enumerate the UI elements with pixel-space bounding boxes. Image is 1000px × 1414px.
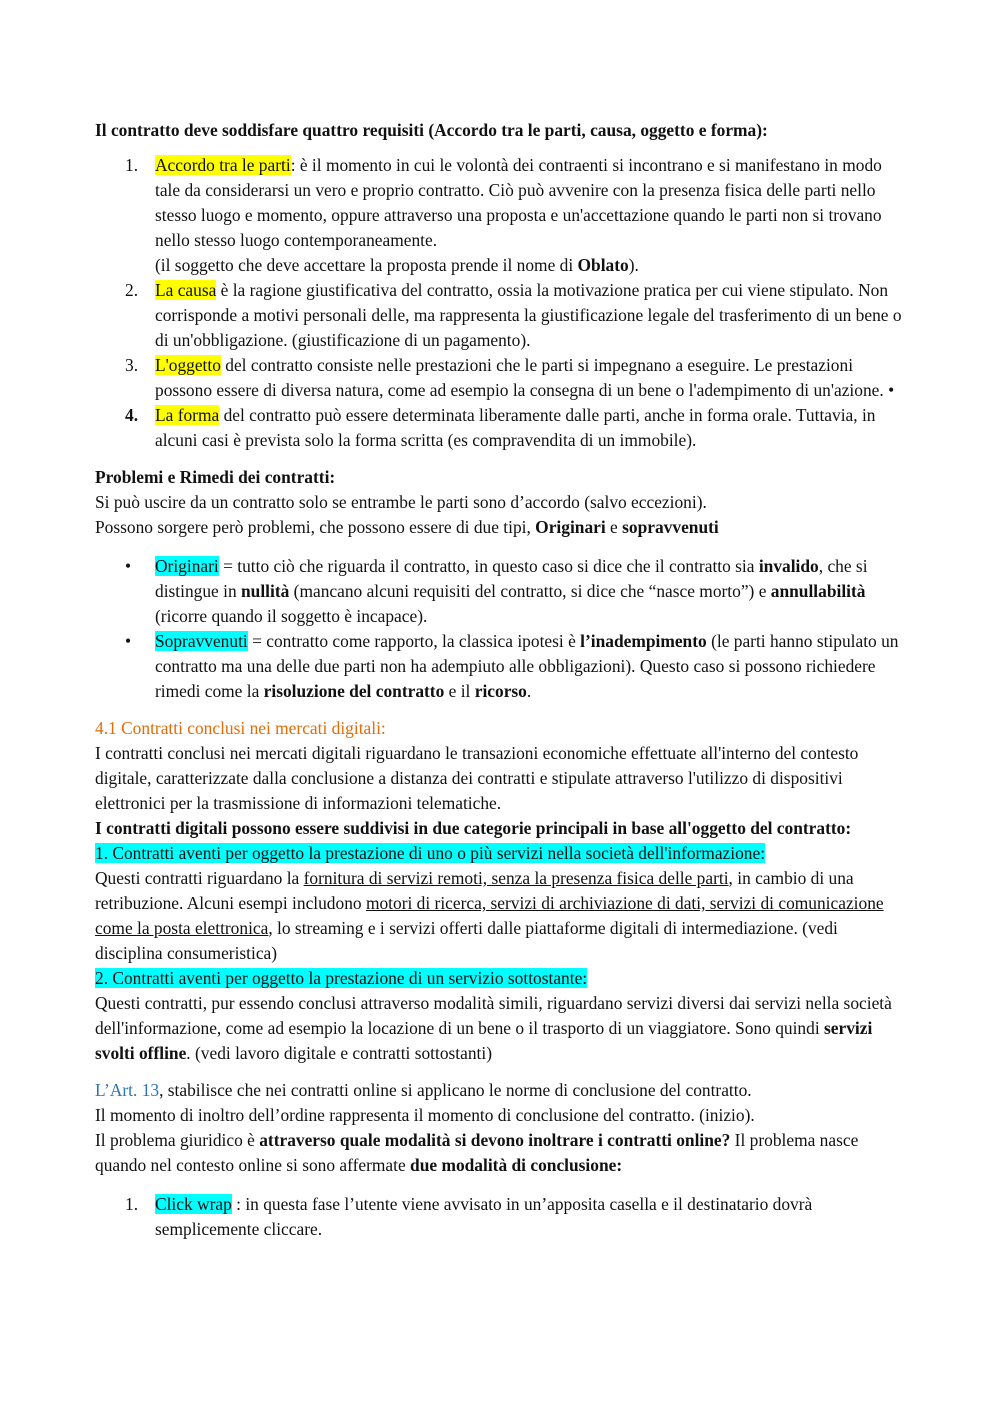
text-span: Questi contratti riguardano la (95, 868, 304, 888)
bold-span: l’inadempimento (580, 631, 707, 651)
text-span: e (605, 517, 623, 537)
text-span: (ricorre quando il soggetto è incapace). (155, 606, 428, 626)
category-heading (95, 966, 907, 991)
bold-span: risoluzione del contratto (263, 681, 445, 701)
term-highlight: Click wrap (155, 1194, 232, 1214)
text-span: Questi contratti, pur essendo conclusi attraverso modalità simili, riguardano servizi diversi dai servizi nella società dell'informazione, come ad esempio la locazione di un bene o il trasporto di un viaggiatore. Sono quindi (95, 993, 892, 1038)
paragraph: Il momento di inoltro dell’ordine rappresenta il momento di conclusione del contratto. (inizio). (95, 1105, 755, 1125)
list-item (95, 1192, 907, 1242)
bold-span: due modalità di conclusione: (410, 1155, 623, 1175)
text-span: (le parti hanno stipulato un contratto ma una delle due parti non ha adempiuto alle obbligazioni). Questo caso si possono richiedere rimedi come la (155, 631, 899, 701)
bold-span: annullabilità (770, 581, 866, 601)
item-text: del contratto può essere determinata liberamente dalle parti, anche in forma orale. Tuttavia, in alcuni casi è prevista solo la forma scritta (es compravendita di un immobile). (155, 405, 876, 450)
text-span: = tutto ciò che riguarda il contratto, in questo caso si dice che il contratto sia (218, 556, 759, 576)
category-highlight: 1. Contratti aventi per oggetto la prestazione di uno o più servizi nella società dell'informazione: (95, 843, 766, 863)
item-text: del contratto consiste nelle prestazioni che le parti si impegnano a eseguire. Le prestazioni possono essere di diversa natura, come ad esempio la consegna di un bene o l'adempimento di un'azione. • (155, 355, 895, 400)
text-span: Il problema nasce quando nel contesto online si sono affermate (95, 1130, 859, 1175)
bold-span: servizi svolti offline (95, 1018, 873, 1063)
underlined-span: fornitura di servizi remoti, senza la presenza fisica delle parti (303, 868, 729, 888)
bold-span: ricorso (474, 681, 527, 701)
text-span: (mancano alcuni requisiti del contratto, si dice che “nasce morto”) e (289, 581, 771, 601)
list-item (95, 153, 907, 278)
bullet-icon: • (125, 556, 132, 576)
term-highlight: La forma (155, 405, 220, 425)
intro-heading: Il contratto deve soddisfare quattro requisiti (Accordo tra le parti, causa, oggetto e forma): (95, 120, 768, 140)
problemi-list (95, 554, 907, 704)
problemi-heading: Problemi e Rimedi dei contratti: (95, 467, 336, 487)
term-highlight: Accordo tra le parti (155, 155, 291, 175)
problemi-line: Si può uscire da un contratto solo se entrambe le parti sono d’accordo (salvo eccezioni). (95, 492, 707, 512)
list-number: 1. (125, 155, 139, 175)
article-reference: L’Art. 13 (95, 1080, 160, 1100)
list-item (95, 554, 907, 629)
category-highlight: 2. Contratti aventi per oggetto la prestazione di un servizio sottostante: (95, 968, 588, 988)
list-number: 3. (125, 355, 139, 375)
list-item (95, 353, 907, 403)
bold-span: invalido (758, 556, 819, 576)
bold-span: attraverso quale modalità si devono inoltrare i contratti online? (259, 1130, 731, 1150)
text-span: . (vedi lavoro digitale e contratti sottostanti) (186, 1043, 493, 1063)
text-span: Possono sorgere però problemi, che possono essere di due tipi, (95, 517, 536, 537)
paragraph: I contratti conclusi nei mercati digitali riguardano le transazioni economiche effettuate all'interno del contesto digitale, caratterizzate dalla conclusione a distanza dei contratti e stipulate attraverso l'utilizzo di dispositivi elettronici per la trasmissione di informazioni telematiche. (95, 743, 859, 813)
paragraph (95, 866, 907, 966)
term-highlight: Originari (155, 556, 219, 576)
paragraph (95, 1128, 907, 1178)
paragraph (95, 1078, 907, 1103)
term-highlight: L'oggetto (155, 355, 221, 375)
underlined-span: motori di ricerca, servizi di archiviazione di dati, servizi di comunicazione come la posta elettronica (95, 893, 884, 938)
text-span: Il problema giuridico è (95, 1130, 260, 1150)
category-heading (95, 841, 907, 866)
bold-paragraph: I contratti digitali possono essere suddivisi in due categorie principali in base all'oggetto del contratto: (95, 818, 852, 838)
list-number: 1. (125, 1194, 139, 1214)
text-span: , che si distingue in (155, 556, 868, 601)
text-span: , lo streaming e i servizi offerti dalle piattaforme digitali di intermediazione. (vedi disciplina consumeristica) (95, 918, 838, 963)
document-body (95, 118, 907, 1242)
term-highlight: La causa (155, 280, 217, 300)
item-text: è la ragione giustificativa del contratto, ossia la motivazione pratica per cui viene stipulato. Non corrisponde a motivi personali delle, ma rappresenta la giustificazione legale del trasferimento di un bene o di un'obbligazione. (giustificazione di un pagamento). (155, 280, 902, 350)
bullet-icon: • (125, 631, 132, 651)
list-number: 4. (125, 405, 139, 425)
item-text: : in questa fase l’utente viene avvisato in un’apposita casella e il destinatario dovrà semplicemente cliccare. (155, 1194, 813, 1239)
note-bold: Oblato (577, 255, 629, 275)
requisiti-list (95, 153, 907, 453)
text-span: , in cambio di una retribuzione. Alcuni esempi includono (95, 868, 854, 913)
term-highlight: Sopravvenuti (155, 631, 248, 651)
item-text: : è il momento in cui le volontà dei contraenti si incontrano e si manifestano in modo tale da considerarsi un vero e proprio contratto. Ciò può avvenire con la presenza fisica delle parti nello stesso luogo e momento, oppure attraverso una proposta e un'accettazione quando le parti non si trovano nello stesso luogo contemporaneamente. (155, 155, 882, 250)
bold-span: sopravvenuti (622, 517, 719, 537)
paragraph (95, 991, 907, 1066)
text-span: = contratto come rapporto, la classica ipotesi è (247, 631, 581, 651)
note-text-end: ). (628, 255, 639, 275)
note-text: (il soggetto che deve accettare la proposta prende il nome di (155, 255, 578, 275)
text-span: , stabilisce che nei contratti online si applicano le norme di conclusione del contratto. (159, 1080, 752, 1100)
section-heading: 4.1 Contratti conclusi nei mercati digitali: (95, 718, 386, 738)
list-item (95, 278, 907, 353)
list-item (95, 629, 907, 704)
text-span: . (526, 681, 532, 701)
list-number: 2. (125, 280, 139, 300)
modalita-list (95, 1192, 907, 1242)
bold-span: nullità (241, 581, 290, 601)
text-span: e il (444, 681, 475, 701)
bold-span: Originari (535, 517, 606, 537)
problemi-line (95, 515, 907, 540)
list-item (95, 403, 907, 453)
